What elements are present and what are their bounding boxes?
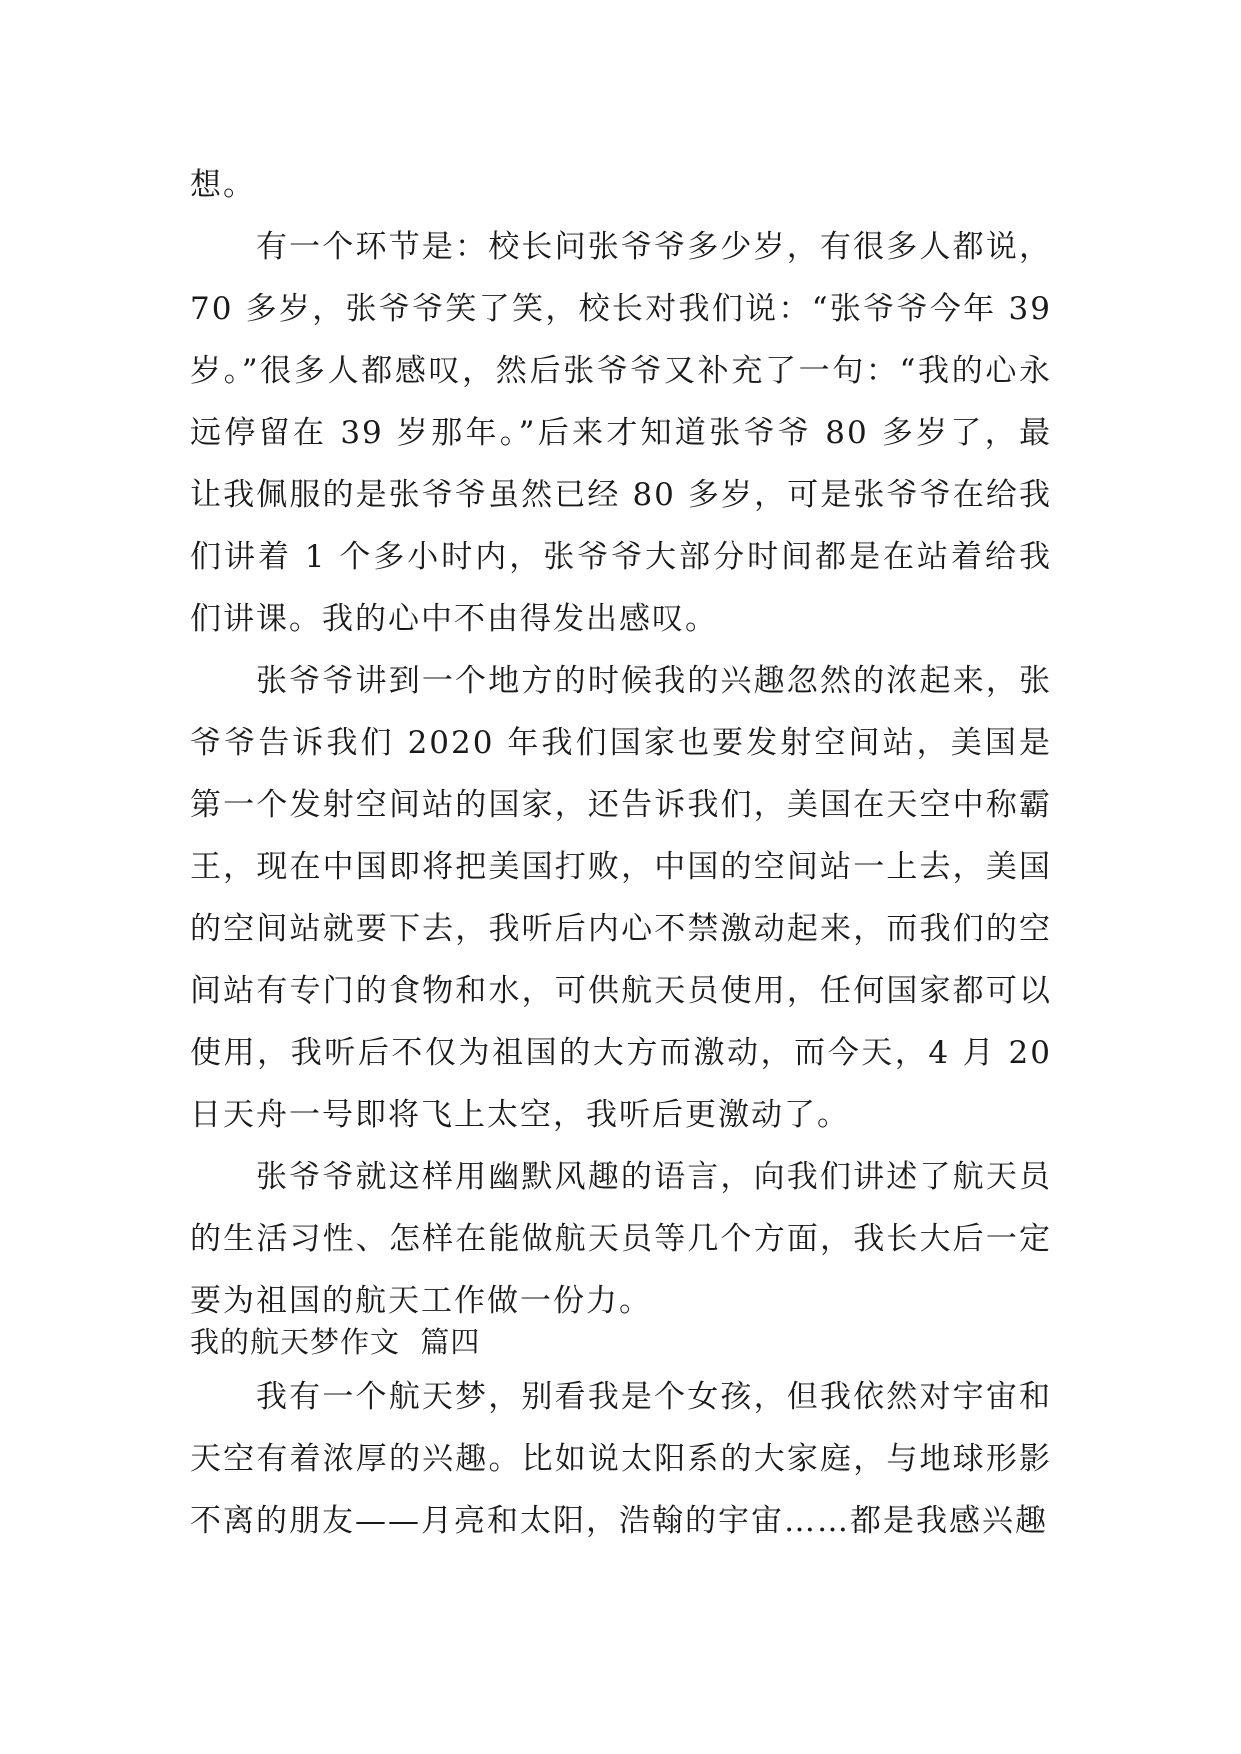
continuation-line: 想。 [190, 167, 256, 203]
paragraph: 有一个环节是：校长问张爷爷多少岁，有很多人都说，70 多岁，张爷爷笑了笑，校长对我们说：“张爷爷今年 39 岁。”很多人都感叹，然后张爷爷又补充了一句：“我的心永远停留在 39 岁那年。”后来才知道张爷爷 80 多岁了，最让我佩服的是张爷爷虽然已经 80 多岁，可是张爷爷在给我们讲着 1 个多小时内，张爷爷大部分时间都是在站着给我们讲课。我的心中不由得发出感叹。 [190, 229, 1052, 637]
section-heading: 我的航天梦作文 篇四 [190, 1325, 481, 1359]
body-text-bottom [190, 1366, 1052, 1552]
paragraph: 我有一个航天梦，别看我是个女孩，但我依然对宇宙和天空有着浓厚的兴趣。比如说太阳系的大家庭，与地球形影不离的朋友——月亮和太阳，浩翰的宇宙……都是我感兴趣 [190, 1379, 1052, 1539]
paragraph: 张爷爷讲到一个地方的时候我的兴趣忽然的浓起来，张爷爷告诉我们 2020 年我们国家也要发射空间站，美国是第一个发射空间站的国家，还告诉我们，美国在天空中称霸王，现在中国即将把美国打败，中国的空间站一上去，美国的空间站就要下去，我听后内心不禁激动起来，而我们的空间站有专门的食物和水，可供航天员使用，任何国家都可以使用，我听后不仅为祖国的大方而激动，而今天，4 月 20 日天舟一号即将飞上太空，我听后更激动了。 [190, 663, 1052, 1133]
paragraph: 张爷爷就这样用幽默风趣的语言，向我们讲述了航天员的生活习性、怎样在能做航天员等几个方面，我长大后一定要为祖国的航天工作做一份力。 [190, 1159, 1052, 1319]
body-text-top [190, 154, 1052, 1332]
